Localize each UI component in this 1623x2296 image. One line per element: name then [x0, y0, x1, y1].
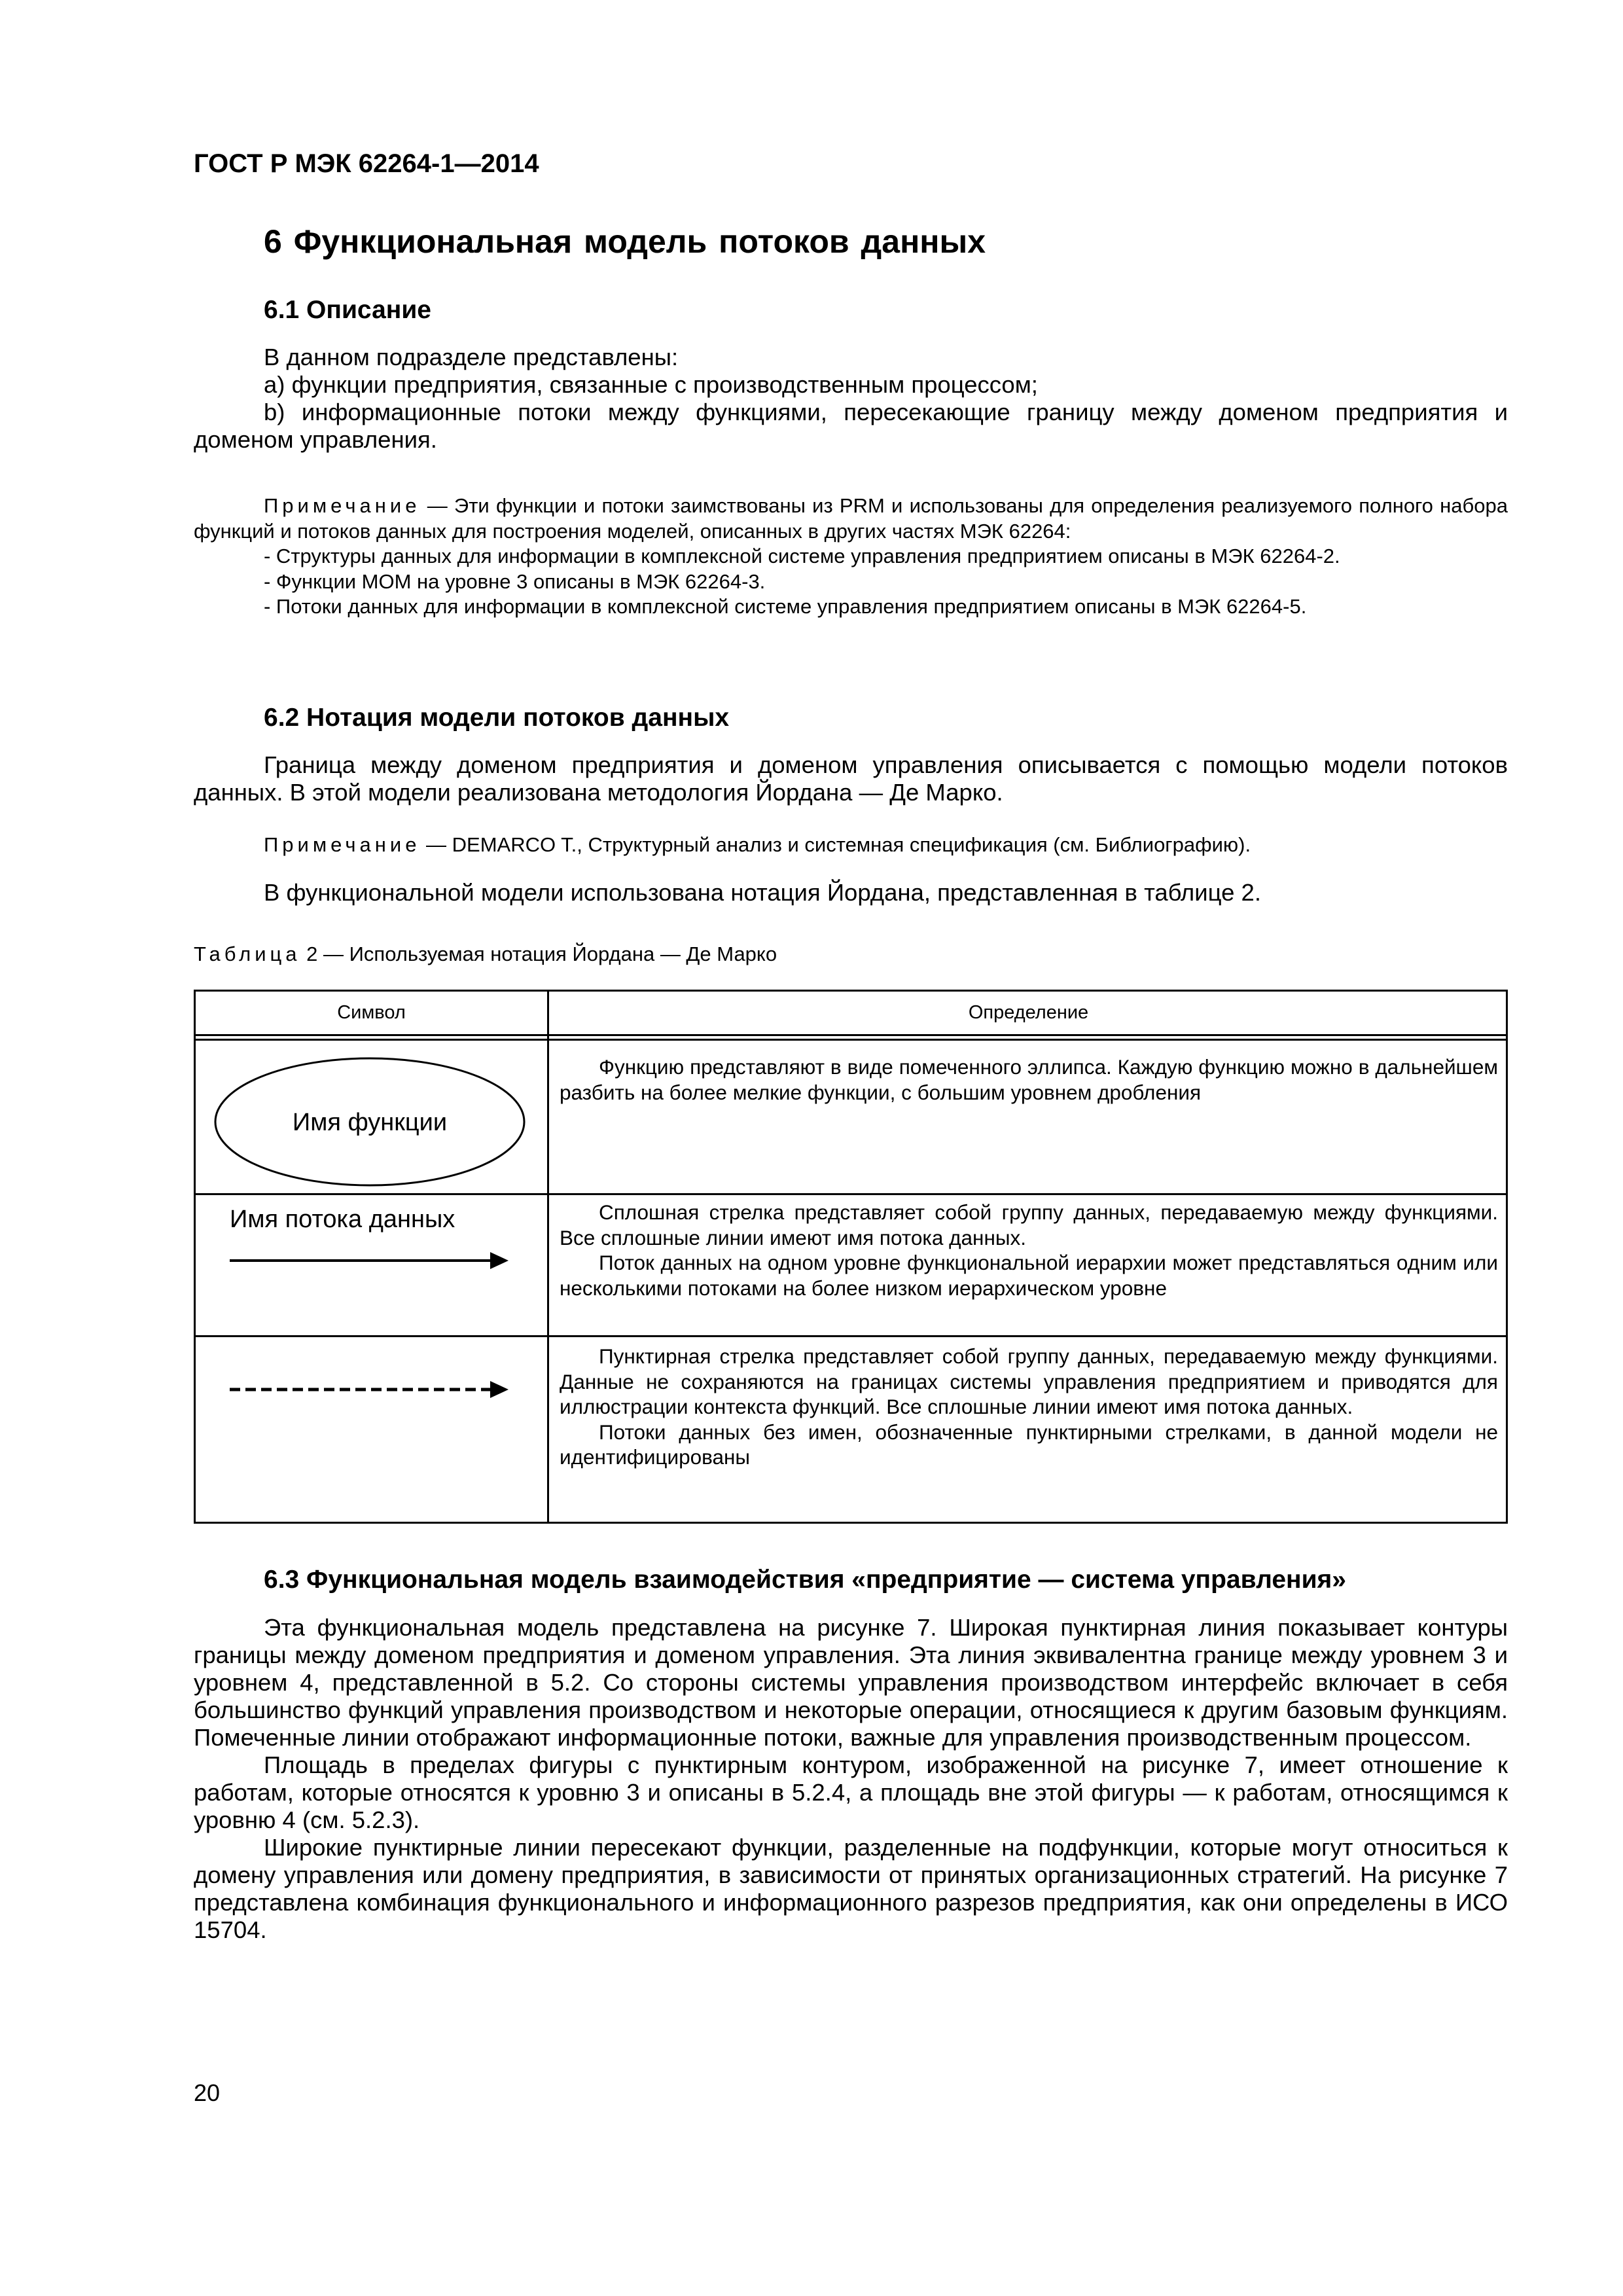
- table-caption: [194, 942, 777, 966]
- note-text: — Эти функции и потоки заимствованы из PRM и использованы для определения реализуемого полного набора функций и потоков данных для построения моделей, описанных в других частях МЭК 62264:: [194, 494, 1508, 543]
- table-row-1-definition: [560, 1054, 1498, 1105]
- solid-arrow-symbol: [196, 1196, 547, 1333]
- column-divider: [547, 992, 549, 1522]
- table-caption-text: 2 — Используемая нотация Йордана — Де Марко: [300, 942, 777, 965]
- document-code: ГОСТ Р МЭК 62264-1—2014: [194, 149, 539, 178]
- table-row-2-definition: [560, 1200, 1498, 1300]
- note-paragraph: [194, 833, 1508, 858]
- note-item: - Структуры данных для информации в комплексной системе управления предприятием описаны в МЭК 62264-2.: [264, 545, 1340, 567]
- section-6-2-body: [194, 751, 1508, 806]
- section-6-1-note: [194, 493, 1508, 620]
- paragraph: В данном подразделе представлены:: [264, 344, 679, 370]
- paragraph: Граница между доменом предприятия и доменом управления описывается с помощью модели потоков данных. В этой модели реализована методология Йордана — Де Марко.: [194, 751, 1508, 806]
- function-name-label: Имя функции: [292, 1109, 448, 1136]
- arrow-head-icon: [490, 1252, 508, 1269]
- paragraph: Площадь в пределах фигуры с пунктирным контуром, изображенной на рисунке 7, имеет отношение к работам, которые относятся к уровню 3 и описаны в 5.2.4, а площадь вне этой фигуры — к работам, относящимся к уровню 4 (см. 5.2.3).: [194, 1751, 1508, 1833]
- definition-paragraph: Функцию представляют в виде помеченного эллипса. Каждую функцию можно в дальнейшем разбить на более мелкие функции, с большим уровнем дробления: [560, 1055, 1498, 1104]
- column-header-definition: Определение: [968, 1002, 1089, 1023]
- definition-paragraph: Пунктирная стрелка представляет собой группу данных, передаваемую между функциями. Данные не сохраняются на границах системы управления предприятием и приводятся для иллюстрации контекста функций. Все сплошные линии имеют имя потока данных.: [560, 1344, 1498, 1418]
- paragraph: Широкие пунктирные линии пересекают функции, разделенные на подфункции, которые могут относиться к домену управления или домену предприятия, в зависимости от принятых организационных стратегий. На рисунке 7 представлена комбинация функционального и информационного разрезов предприятия, как они определены в ИСО 15704.: [194, 1834, 1508, 1943]
- arrow-head-icon: [490, 1381, 508, 1398]
- list-item-a: a) функции предприятия, связанные с производственным процессом;: [264, 371, 1038, 398]
- note-label: Примечание: [264, 833, 421, 856]
- section-6-1-heading: 6.1 Описание: [264, 296, 431, 324]
- section-6-3-body: [194, 1614, 1508, 1944]
- section-6-heading: 6 Функциональная модель потоков данных: [264, 223, 986, 260]
- note-item: - Функции MOM на уровне 3 описаны в МЭК 62264-3.: [264, 569, 766, 593]
- definition-paragraph: Сплошная стрелка представляет собой группу данных, передаваемую между функциями. Все сплошные линии имеют имя потока данных.: [560, 1200, 1498, 1249]
- notation-table: [194, 990, 1508, 1524]
- note-text: — DEMARCO T., Структурный анализ и системная спецификация (см. Библиографию).: [420, 833, 1251, 856]
- data-flow-name-label: Имя потока данных: [230, 1206, 455, 1233]
- paragraph: В функциональной модели использована нотация Йордана, представленная в таблице 2.: [264, 879, 1261, 906]
- section-6-3-heading: 6.3 Функциональная модель взаимодействия «предприятие — система управления»: [264, 1566, 1346, 1594]
- definition-paragraph: Потоки данных без имен, обозначенные пунктирными стрелками, в данной модели не идентифицированы: [560, 1420, 1498, 1469]
- section-6-1-body: [194, 344, 1508, 454]
- section-6-2-body-2: [194, 879, 1508, 906]
- section-6-2-heading: 6.2 Нотация модели потоков данных: [264, 704, 730, 732]
- header-divider: [196, 1034, 1506, 1036]
- header-divider: [196, 1039, 1506, 1041]
- note-paragraph: [194, 493, 1508, 544]
- table-caption-label: Таблица: [194, 942, 301, 965]
- dashed-arrow-symbol: [196, 1337, 547, 1520]
- note-label: Примечание: [264, 494, 421, 517]
- definition-paragraph: Поток данных на одном уровне функциональной иерархии может представляться одним или несколькими потоками на более низком иерархическом уровне: [560, 1251, 1498, 1300]
- paragraph: Эта функциональная модель представлена на рисунке 7. Широкая пунктирная линия показывает контуры границы между доменом предприятия и доменом управления. Эта линия эквивалентна границе между уровнем 3 и уровнем 4, представленной в 5.2. Со стороны системы управления производством интерфейс включает в себя большинство функций управления производством и некоторые операции, относящиеся к другим базовым функциям. Помеченные линии отображают информационные потоки, важные для управления производственным процессом.: [194, 1614, 1508, 1751]
- list-item-b: b) информационные потоки между функциями, пересекающие границу между доменом предприятия и доменом управления.: [194, 399, 1508, 453]
- table-row-3-definition: [560, 1344, 1498, 1470]
- row-divider: [196, 1193, 1506, 1195]
- section-6-2-note: [194, 833, 1508, 858]
- function-ellipse-symbol: [196, 1053, 547, 1191]
- column-header-symbol: Символ: [337, 1002, 406, 1023]
- page-number: 20: [194, 2079, 221, 2106]
- note-item: - Потоки данных для информации в комплексной системе управления предприятием описаны в МЭК 62264-5.: [264, 595, 1307, 618]
